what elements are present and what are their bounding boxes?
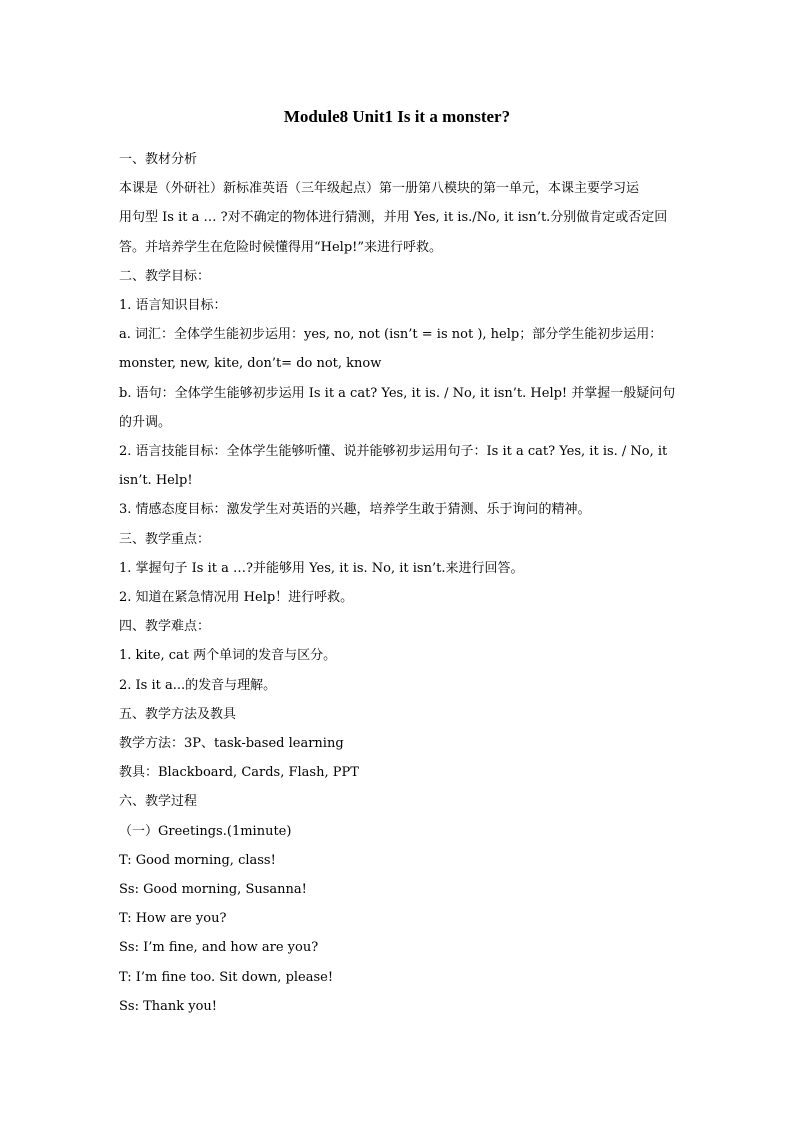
section-heading-difficulties: 四、教学难点： <box>119 619 211 635</box>
paragraph-line: 1. kite, cat 两个单词的发音与区分。 <box>119 648 337 664</box>
paragraph-line: 答。并培养学生在危险时候懂得用“Help!”来进行呼救。 <box>119 239 443 255</box>
dialogue-line: Ss: Thank you! <box>119 998 218 1014</box>
paragraph-line: isn’t. Help! <box>119 473 193 489</box>
dialogue-line: T: I’m fine too. Sit down, please! <box>119 969 334 985</box>
section-heading-methods-and-aids: 五、教学方法及教具 <box>119 706 237 722</box>
paragraph-line: 1. 掌握句子 Is it a …?并能够用 Yes, it is. No, it isn’t.来进行回答。 <box>119 560 524 576</box>
section-heading-textbook-analysis: 一、教材分析 <box>119 152 198 167</box>
subheading-greetings: （一）Greetings.(1minute) <box>119 823 292 839</box>
dialogue-line: T: Good morning, class! <box>119 852 276 868</box>
paragraph-line: 教具：Blackboard, Cards, Flash, PPT <box>119 765 359 781</box>
paragraph-line: 2. 语言技能目标：全体学生能够听懂、说并能够初步运用句子：Is it a cat? Yes, it is. / No, it <box>119 444 668 460</box>
paragraph-line: 教学方法：3P、task-based learning <box>119 736 344 752</box>
dialogue-line: T: How are you? <box>119 911 227 927</box>
paragraph-line: a. 词汇：全体学生能初步运用：yes, no, not (isn’t = is not ), help；部分学生能初步运用： <box>119 327 663 343</box>
document-title: Module8 Unit1 Is it a monster? <box>283 107 511 126</box>
subheading-language-knowledge: 1. 语言知识目标： <box>119 298 227 314</box>
section-heading-key-points: 三、教学重点： <box>119 531 211 547</box>
paragraph-line: 用句型 Is it a … ?对不确定的物体进行猜测，并用 Yes, it is./No, it isn’t.分别做肯定或否定回 <box>119 210 668 226</box>
section-heading-teaching-goals: 二、教学目标： <box>119 268 211 284</box>
paragraph-line: 的升调。 <box>119 414 172 430</box>
paragraph-line: 3. 情感态度目标：激发学生对英语的兴趣，培养学生敢于猜测、乐于询问的精神。 <box>119 502 591 518</box>
paragraph-line: 本课是（外研社）新标准英语（三年级起点）第一册第八模块的第一单元，本课主要学习运 <box>119 181 640 197</box>
document-body <box>119 145 677 1021</box>
paragraph-line: monster, new, kite, don’t= do not, know <box>119 356 382 372</box>
dialogue-line: Ss: I’m fine, and how are you? <box>119 940 319 956</box>
dialogue-line: Ss: Good morning, Susanna! <box>119 882 307 898</box>
paragraph-line: 2. Is it a...的发音与理解。 <box>119 677 277 693</box>
section-heading-teaching-process: 六、教学过程 <box>119 794 198 810</box>
paragraph-line: 2. 知道在紧急情况用 Help！进行呼救。 <box>119 590 354 606</box>
paragraph-line: b. 语句：全体学生能够初步运用 Is it a cat? Yes, it is. / No, it isn’t. Help! 并掌握一般疑问句 <box>119 385 676 401</box>
